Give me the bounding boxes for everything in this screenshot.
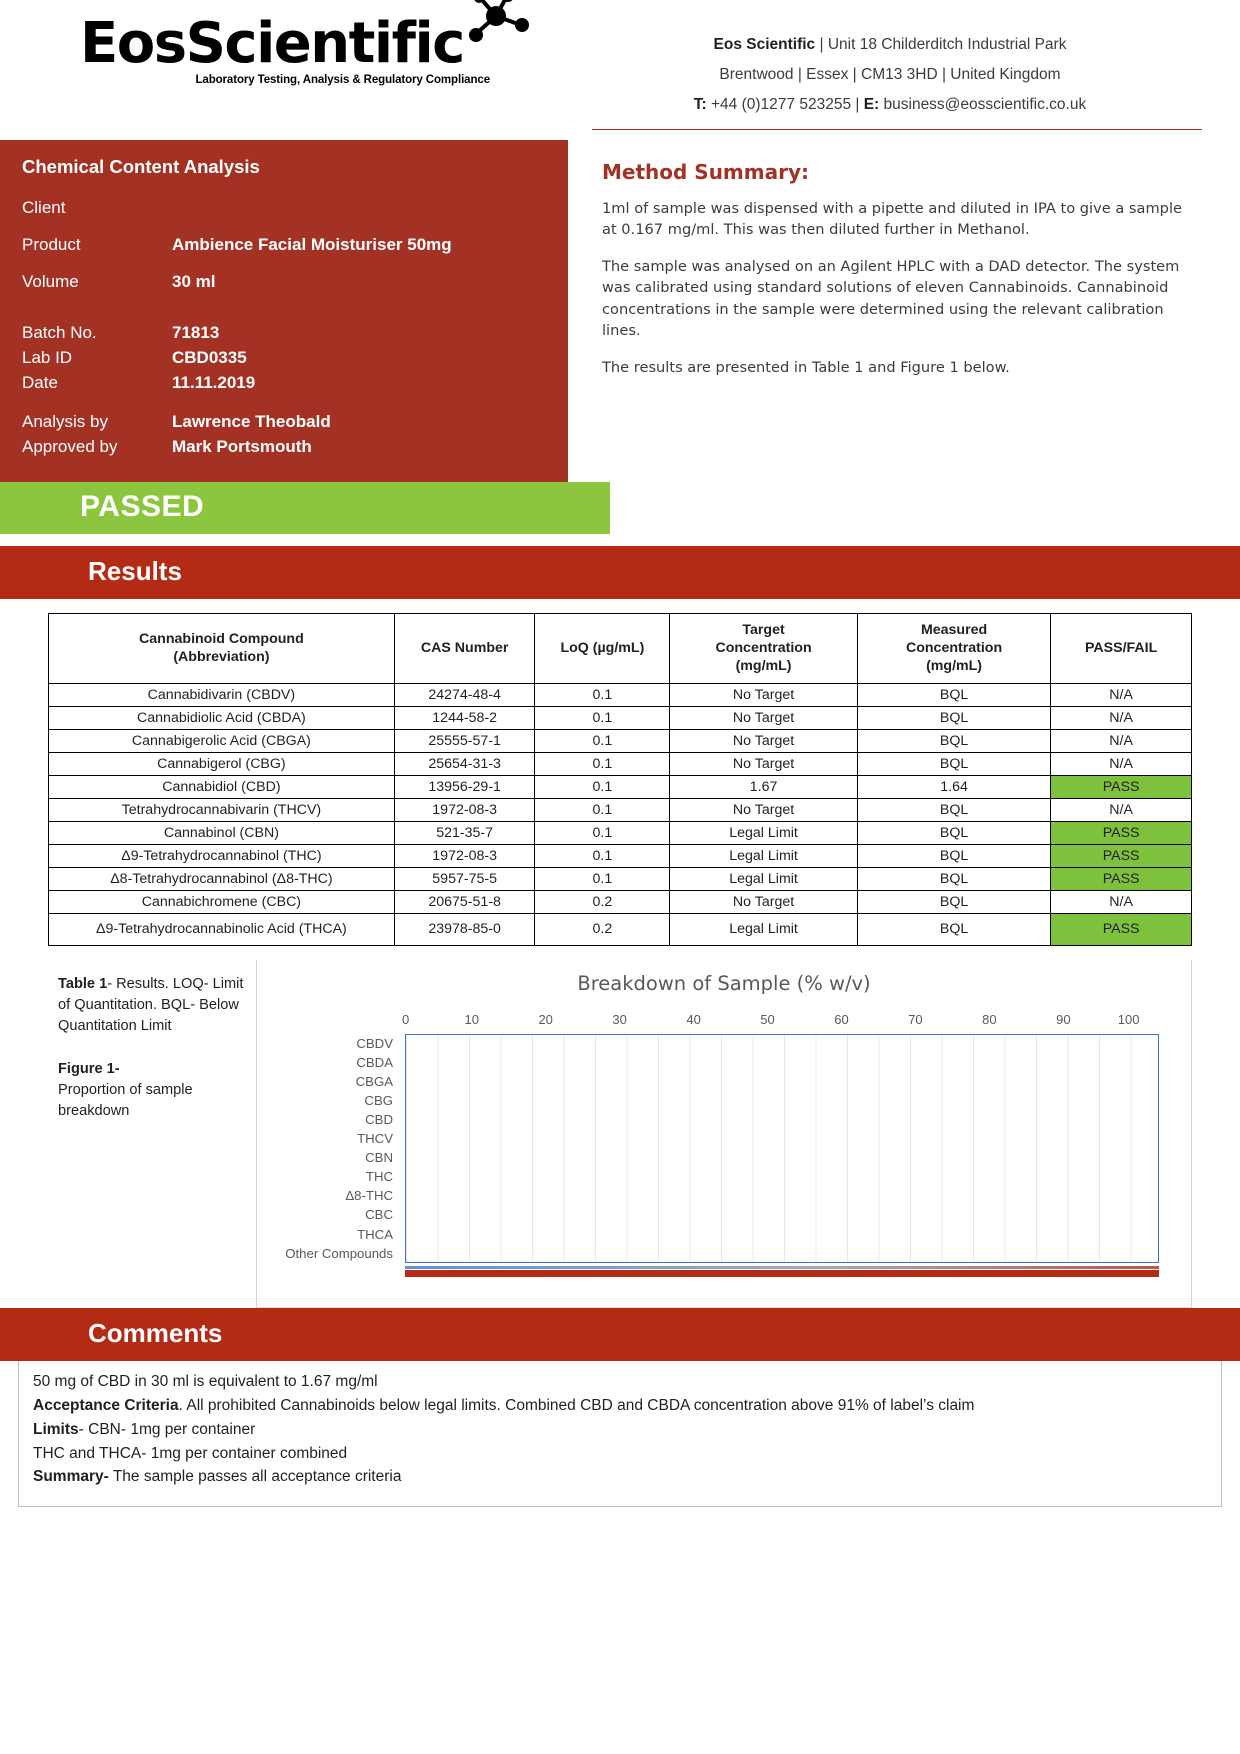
cell-measured: BQL <box>857 891 1050 914</box>
cell-compound: Δ9-Tetrahydrocannabinolic Acid (THCA) <box>49 914 395 945</box>
comments-body <box>18 1361 1222 1508</box>
x-tick: 70 <box>908 1011 923 1027</box>
logo-text-scientific: Scientific <box>185 11 464 76</box>
molecule-icon <box>448 0 538 50</box>
cell-measured: BQL <box>857 707 1050 730</box>
cell-result: N/A <box>1051 891 1192 914</box>
cell-cas: 23978-85-0 <box>394 914 535 945</box>
info-row <box>22 198 568 218</box>
logo-tagline: Laboratory Testing, Analysis & Regulatory Compliance <box>195 74 490 86</box>
col-header-measured <box>857 614 1050 684</box>
col-header-target-line3: (mg/mL) <box>735 657 792 674</box>
info-key-date: Date <box>22 373 58 392</box>
col-header-passfail: PASS/FAIL <box>1051 614 1192 684</box>
info-value-volume: 30 ml <box>172 272 216 291</box>
cell-compound: Cannabidivarin (CBDV) <box>49 684 395 707</box>
col-header-target-line2: Concentration <box>715 639 812 656</box>
email-address: business@eosscientific.co.uk <box>879 96 1087 114</box>
table-row <box>49 822 1192 845</box>
y-tick: CBGA <box>355 1073 393 1089</box>
col-header-measured-line3: (mg/mL) <box>926 657 983 674</box>
limits-label: Limits <box>33 1420 79 1438</box>
info-key-batch: Batch No. <box>22 323 97 342</box>
info-value-product: Ambience Facial Moisturiser 50mg <box>172 235 452 254</box>
cell-result: N/A <box>1051 753 1192 776</box>
y-tick: CBN <box>365 1150 393 1166</box>
cell-compound: Tetrahydrocannabivarin (THCV) <box>49 799 395 822</box>
col-header-loq: LoQ (µg/mL) <box>535 614 670 684</box>
phone-number: +44 (0)1277 523255 | <box>706 96 864 114</box>
col-header-target-line1: Target <box>742 622 785 638</box>
info-key-analysis-by: Analysis by <box>22 412 108 431</box>
cell-result: PASS <box>1051 914 1192 945</box>
cell-target: No Target <box>670 684 858 707</box>
cell-compound: Δ8-Tetrahydrocannabinol (Δ8-THC) <box>49 868 395 891</box>
y-tick: Other Compounds <box>285 1245 393 1261</box>
table-row <box>49 799 1192 822</box>
chart-title: Breakdown of Sample (% w/v) <box>577 971 871 995</box>
comment-line-3 <box>33 1419 1207 1442</box>
cell-loq: 0.1 <box>535 845 670 868</box>
info-row <box>22 373 568 393</box>
method-summary-heading: Method Summary: <box>602 160 810 184</box>
contact-line-3 <box>560 90 1220 120</box>
figure-captions <box>48 960 256 1308</box>
col-header-target <box>670 614 858 684</box>
table-caption <box>58 974 256 1037</box>
cell-cas: 521-35-7 <box>394 822 535 845</box>
table-row <box>49 707 1192 730</box>
cell-compound: Cannabichromene (CBC) <box>49 891 395 914</box>
cell-cas: 24274-48-4 <box>394 684 535 707</box>
cell-result: PASS <box>1051 776 1192 799</box>
method-summary <box>568 140 1240 394</box>
x-tick: 20 <box>538 1011 553 1027</box>
logo-text-eos: Eos <box>80 11 186 76</box>
cell-loq: 0.1 <box>535 684 670 707</box>
x-tick: 50 <box>760 1011 775 1027</box>
chart-x-axis-labels <box>402 1011 1159 1032</box>
figure-caption-text: Proportion of sample breakdown <box>58 1082 193 1120</box>
logo-wordmark <box>80 11 464 76</box>
chart-y-axis-labels <box>257 1034 399 1263</box>
cell-target: No Target <box>670 891 858 914</box>
cell-loq: 0.1 <box>535 822 670 845</box>
cell-result: N/A <box>1051 730 1192 753</box>
method-paragraph-1: 1ml of sample was dispensed with a pipette and diluted in IPA to give a sample at 0.167 mg/ml. This was then diluted further in Methanol. <box>602 200 1182 239</box>
y-tick: Δ8-THC <box>345 1188 393 1204</box>
table-row <box>49 730 1192 753</box>
col-header-compound-line2: (Abbreviation) <box>173 648 270 665</box>
cell-loq: 0.1 <box>535 753 670 776</box>
cell-measured: BQL <box>857 684 1050 707</box>
logo <box>20 8 560 86</box>
cell-compound: Cannabigerolic Acid (CBGA) <box>49 730 395 753</box>
y-tick: CBDA <box>356 1054 393 1070</box>
results-table-body <box>49 684 1192 945</box>
info-value-batch: 71813 <box>172 323 220 342</box>
header-divider <box>592 129 1202 130</box>
cell-cas: 20675-51-8 <box>394 891 535 914</box>
phone-label: T: <box>693 96 707 114</box>
x-tick: 60 <box>834 1011 849 1027</box>
info-and-method <box>0 140 1240 482</box>
cell-loq: 0.1 <box>535 730 670 753</box>
contact-address-rest: | Unit 18 Childerditch Industrial Park <box>815 36 1067 53</box>
cell-measured: BQL <box>857 868 1050 891</box>
table-row <box>49 753 1192 776</box>
cell-loq: 0.1 <box>535 868 670 891</box>
comment-line-1: 50 mg of CBD in 30 ml is equivalent to 1.67 mg/ml <box>33 1372 378 1390</box>
cell-loq: 0.2 <box>535 891 670 914</box>
cell-target: 1.67 <box>670 776 858 799</box>
cell-measured: BQL <box>857 799 1050 822</box>
info-value-analysis-by: Lawrence Theobald <box>172 412 331 431</box>
figure-caption <box>58 1059 256 1122</box>
y-tick: THCV <box>357 1131 393 1147</box>
contact-address-line-2: Brentwood | Essex | CM13 3HD | United Kingdom <box>719 66 1061 84</box>
cell-cas: 13956-29-1 <box>394 776 535 799</box>
info-row <box>22 323 568 343</box>
cell-measured: 1.64 <box>857 776 1050 799</box>
col-header-measured-line1: Measured <box>920 622 988 638</box>
x-tick: 90 <box>1056 1011 1071 1027</box>
chart-bars <box>405 1263 1159 1277</box>
cell-result: PASS <box>1051 845 1192 868</box>
spacer <box>22 398 568 412</box>
info-value-labid: CBD0335 <box>172 348 247 367</box>
section-heading-results: Results <box>0 546 1240 599</box>
limits-text: - CBN- 1mg per container <box>78 1420 256 1438</box>
cell-target: Legal Limit <box>670 868 858 891</box>
info-key-product: Product <box>22 235 81 254</box>
cell-loq: 0.1 <box>535 776 670 799</box>
figure-section <box>0 946 1240 1308</box>
info-row <box>22 412 568 432</box>
method-paragraph-3: The results are presented in Table 1 and Figure 1 below. <box>602 358 1010 376</box>
cell-target: No Target <box>670 707 858 730</box>
email-label: E: <box>863 96 880 114</box>
col-header-cas: CAS Number <box>394 614 535 684</box>
analysis-title: Chemical Content Analysis <box>22 156 260 177</box>
table-caption-label: Table 1 <box>58 975 108 992</box>
table-row <box>49 776 1192 799</box>
x-tick: 10 <box>464 1011 479 1027</box>
cell-measured: BQL <box>857 845 1050 868</box>
cell-cas: 25555-57-1 <box>394 730 535 753</box>
cell-measured: BQL <box>857 730 1050 753</box>
comment-line-2 <box>33 1395 1207 1418</box>
cell-compound: Cannabidiol (CBD) <box>49 776 395 799</box>
company-name: Eos Scientific <box>713 36 816 53</box>
section-heading-comments: Comments <box>0 1308 1240 1361</box>
cell-compound: Cannabinol (CBN) <box>49 822 395 845</box>
cell-cas: 5957-75-5 <box>394 868 535 891</box>
info-key-approved-by: Approved by <box>22 437 118 456</box>
info-row <box>22 437 568 457</box>
x-tick: 80 <box>982 1011 997 1027</box>
cell-loq: 0.2 <box>535 914 670 945</box>
y-tick: CBG <box>364 1092 393 1108</box>
cell-cas: 25654-31-3 <box>394 753 535 776</box>
summary-text: The sample passes all acceptance criteria <box>108 1468 402 1486</box>
cell-measured: BQL <box>857 914 1050 945</box>
info-row <box>22 272 568 292</box>
col-header-measured-line2: Concentration <box>905 639 1003 656</box>
comment-line-5 <box>33 1466 1207 1489</box>
info-key-volume: Volume <box>22 272 79 291</box>
cell-compound: Δ9-Tetrahydrocannabinol (THC) <box>49 845 395 868</box>
cell-result: PASS <box>1051 822 1192 845</box>
cell-result: PASS <box>1051 868 1192 891</box>
table-header-row <box>49 614 1192 684</box>
cell-target: No Target <box>670 799 858 822</box>
cell-result: N/A <box>1051 799 1192 822</box>
table-row <box>49 914 1192 945</box>
bar-other-compounds <box>405 1270 1159 1277</box>
bar-gradient-line <box>405 1266 1159 1269</box>
info-key-labid: Lab ID <box>22 348 73 367</box>
spacer <box>22 309 568 323</box>
x-tick: 40 <box>686 1011 701 1027</box>
info-row <box>22 235 568 255</box>
cell-loq: 0.1 <box>535 707 670 730</box>
chart-plot-area <box>405 1034 1159 1263</box>
contact-address-line-1 <box>560 30 1220 60</box>
acceptance-criteria-label: Acceptance Criteria <box>33 1396 179 1414</box>
y-tick: CBC <box>365 1207 393 1223</box>
acceptance-criteria-text: . All prohibited Cannabinoids below legal limits. Combined CBD and CBDA concentration above 91% of label’s claim <box>178 1396 975 1414</box>
y-tick: THCA <box>357 1226 393 1242</box>
figure-caption-label: Figure 1- <box>58 1061 120 1078</box>
table-row <box>49 891 1192 914</box>
summary-label: Summary- <box>33 1468 109 1486</box>
info-row <box>22 348 568 368</box>
company-contact <box>560 8 1220 130</box>
y-tick: THC <box>365 1169 393 1185</box>
breakdown-chart <box>256 960 1192 1308</box>
page-header <box>0 0 1240 140</box>
cell-cas: 1244-58-2 <box>394 707 535 730</box>
y-tick: CBDV <box>356 1035 393 1051</box>
info-key-client: Client <box>22 198 66 217</box>
col-header-compound <box>49 614 395 684</box>
cell-compound: Cannabigerol (CBG) <box>49 753 395 776</box>
cell-target: Legal Limit <box>670 845 858 868</box>
cell-target: No Target <box>670 753 858 776</box>
cell-cas: 1972-08-3 <box>394 799 535 822</box>
cell-target: No Target <box>670 730 858 753</box>
cell-target: Legal Limit <box>670 822 858 845</box>
comment-line-4: THC and THCA- 1mg per container combined <box>33 1444 348 1462</box>
cell-measured: BQL <box>857 822 1050 845</box>
table-row <box>49 845 1192 868</box>
results-table <box>48 613 1192 946</box>
table-caption-text: - Results. LOQ- Limit of Quantitation. BQL- Below Quantitation Limit <box>58 975 244 1035</box>
sample-info-panel <box>0 140 568 482</box>
table-row <box>49 684 1192 707</box>
table-row <box>49 868 1192 891</box>
x-tick: 100 <box>1117 1011 1140 1027</box>
cell-cas: 1972-08-3 <box>394 845 535 868</box>
y-tick: CBD <box>365 1112 393 1128</box>
x-tick: 0 <box>402 1011 410 1027</box>
method-paragraph-2: The sample was analysed on an Agilent HPLC with a DAD detector. The system was calibrated using standard solutions of eleven Cannabinoids. Cannabinoid concentrations in the sample were determined using the relevant calibration lines. <box>602 258 1180 339</box>
cell-result: N/A <box>1051 707 1192 730</box>
info-value-date: 11.11.2019 <box>172 373 256 392</box>
cell-target: Legal Limit <box>670 914 858 945</box>
x-tick: 30 <box>612 1011 627 1027</box>
status-badge: PASSED <box>0 482 610 534</box>
cell-measured: BQL <box>857 753 1050 776</box>
cell-result: N/A <box>1051 684 1192 707</box>
col-header-compound-line1: Cannabinoid Compound <box>139 630 304 647</box>
cell-loq: 0.1 <box>535 799 670 822</box>
cell-compound: Cannabidiolic Acid (CBDA) <box>49 707 395 730</box>
results-table-wrapper <box>0 599 1240 946</box>
info-value-approved-by: Mark Portsmouth <box>172 437 312 456</box>
